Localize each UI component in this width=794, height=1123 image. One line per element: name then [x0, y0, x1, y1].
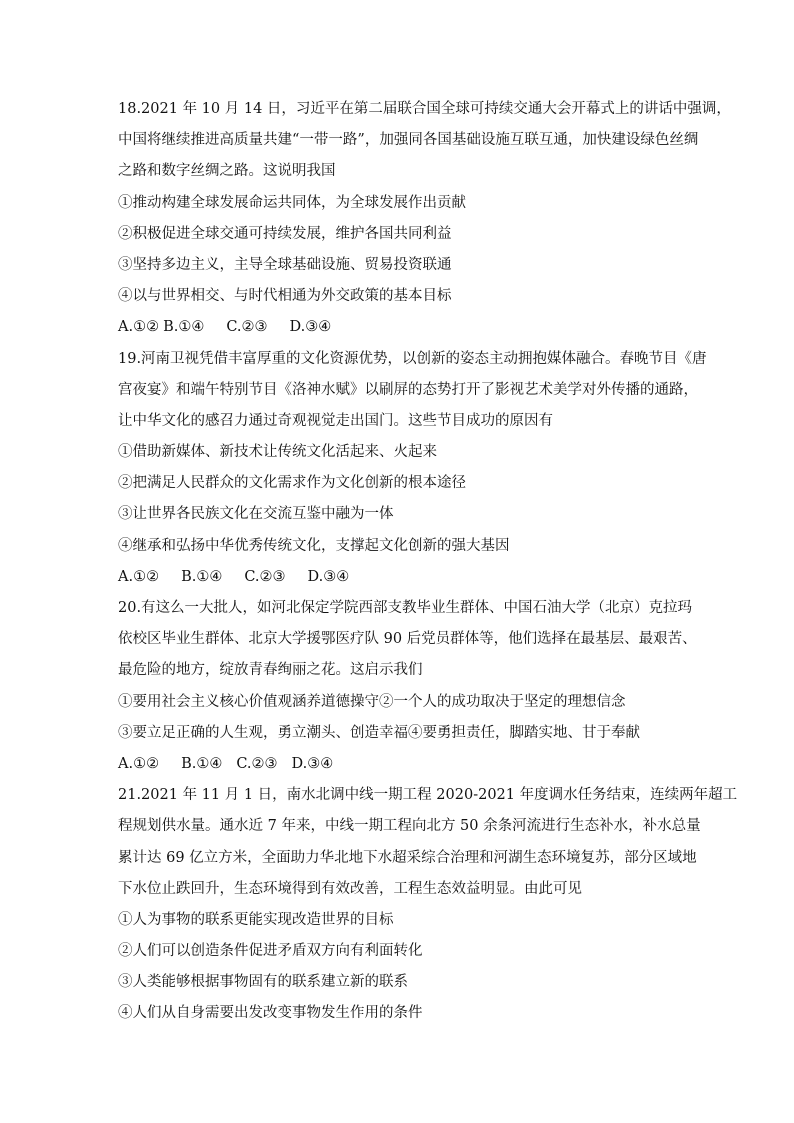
question-19-stem-line-3: 让中华文化的感召力通过奇观视觉走出国门。这些节目成功的原因有 — [118, 412, 553, 429]
question-18-options — [118, 312, 678, 343]
option-c: C.②③ — [244, 568, 286, 585]
question-19-stem-line-2: 宫夜宴》和端午特别节目《洛神水赋》以刷屏的态势打开了影视艺术美学对外传播的通路， — [118, 381, 698, 398]
question-21-statement-2: ②人们可以创造条件促进矛盾双方向有利面转化 — [118, 943, 423, 960]
option-d: D.③④ — [307, 568, 350, 585]
question-20-statement-row-1: ①要用社会主义核心价值观涵养道德操守②一个人的成功取决于坚定的理想信念 — [118, 693, 626, 710]
question-21-statement-1: ①人为事物的联系更能实现改造世界的目标 — [118, 911, 394, 928]
question-20-options — [118, 749, 678, 780]
option-b: B.①④ — [181, 568, 223, 585]
option-a: A.①② — [118, 568, 160, 585]
option-c: C.②③ — [236, 755, 278, 772]
option-b: B.①④ — [181, 755, 223, 772]
option-d: D.③④ — [289, 319, 332, 336]
question-18 — [118, 94, 731, 344]
question-18-statement-2: ②积极促进全球交通可持续发展，维护各国共同利益 — [118, 225, 452, 242]
question-21 — [118, 780, 738, 1030]
question-21-stem-line-4: 下水位止跌回升，生态环境得到有效改善，工程生态效益明显。由此可见 — [118, 880, 582, 897]
option-a: A.①② — [118, 319, 160, 336]
question-20-stem-line-3: 最危险的地方，绽放青春绚丽之花。这启示我们 — [118, 662, 423, 679]
question-21-statement-3: ③人类能够根据事物固有的联系建立新的联系 — [118, 974, 408, 991]
question-19-statement-4: ④继承和弘扬中华优秀传统文化，支撑起文化创新的强大基因 — [118, 537, 510, 554]
question-20-stem-line-2: 依校区毕业生群体、北京大学援鄂医疗队 90 后党员群体等，他们选择在最基层、最艰苦、 — [118, 631, 697, 648]
option-b: B.①④ — [163, 319, 205, 336]
question-19-statement-3: ③让世界各民族文化在交流互鉴中融为一体 — [118, 506, 394, 523]
question-18-stem-line-1: 18.2021 年 10 月 14 日，习近平在第二届联合国全球可持续交通大会开幕式上的讲话中强调， — [118, 101, 731, 117]
option-d: D.③④ — [291, 755, 334, 772]
question-21-stem-line-3: 累计达 69 亿立方米，全面助力华北地下水超采综合治理和河湖生态环境复苏，部分区域地 — [118, 849, 697, 866]
option-a: A.①② — [118, 755, 160, 772]
question-21-stem-line-2: 程规划供水量。通水近 7 年来，中线一期工程向北方 50 余条河流进行生态补水，补水总量 — [118, 818, 701, 835]
question-21-stem-line-1: 21.2021 年 11 月 1 日，南水北调中线一期工程 2020-2021 年度调水任务结束，连续两年超工 — [118, 787, 738, 804]
question-19-stem-line-1: 19.河南卫视凭借丰富厚重的文化资源优势，以创新的姿态主动拥抱媒体融合。春晚节目《唐 — [118, 350, 707, 367]
question-18-statement-3: ③坚持多边主义，主导全球基础设施、贸易投资联通 — [118, 256, 452, 273]
question-18-stem-line-3: 之路和数字丝绸之路。这说明我国 — [118, 163, 336, 180]
question-21-statement-4: ④人们从自身需要出发改变事物发生作用的条件 — [118, 1005, 423, 1022]
question-19 — [118, 344, 707, 594]
question-18-stem-line-2: 中国将继续推进高质量共建“一带一路”，加强同各国基础设施互联互通，加快建设绿色丝绸 — [118, 132, 699, 149]
question-19-statement-2: ②把满足人民群众的文化需求作为文化创新的根本途径 — [118, 475, 466, 492]
questions-column — [118, 94, 738, 1030]
question-18-statement-4: ④以与世界相交、与时代相通为外交政策的基本目标 — [118, 288, 452, 305]
option-c: C.②③ — [226, 319, 268, 336]
question-19-statement-1: ①借助新媒体、新技术让传统文化活起来、火起来 — [118, 444, 437, 461]
question-18-statement-1: ①推动构建全球发展命运共同体，为全球发展作出贡献 — [118, 194, 466, 211]
question-19-options — [118, 562, 678, 593]
question-20 — [118, 593, 697, 780]
question-20-statement-row-2: ③要立足正确的人生观，勇立潮头、创造幸福④要勇担责任，脚踏实地、甘于奉献 — [118, 724, 640, 741]
question-20-stem-line-1: 20.有这么一大批人，如河北保定学院西部支教毕业生群体、中国石油大学（北京）克拉玛 — [118, 600, 693, 616]
